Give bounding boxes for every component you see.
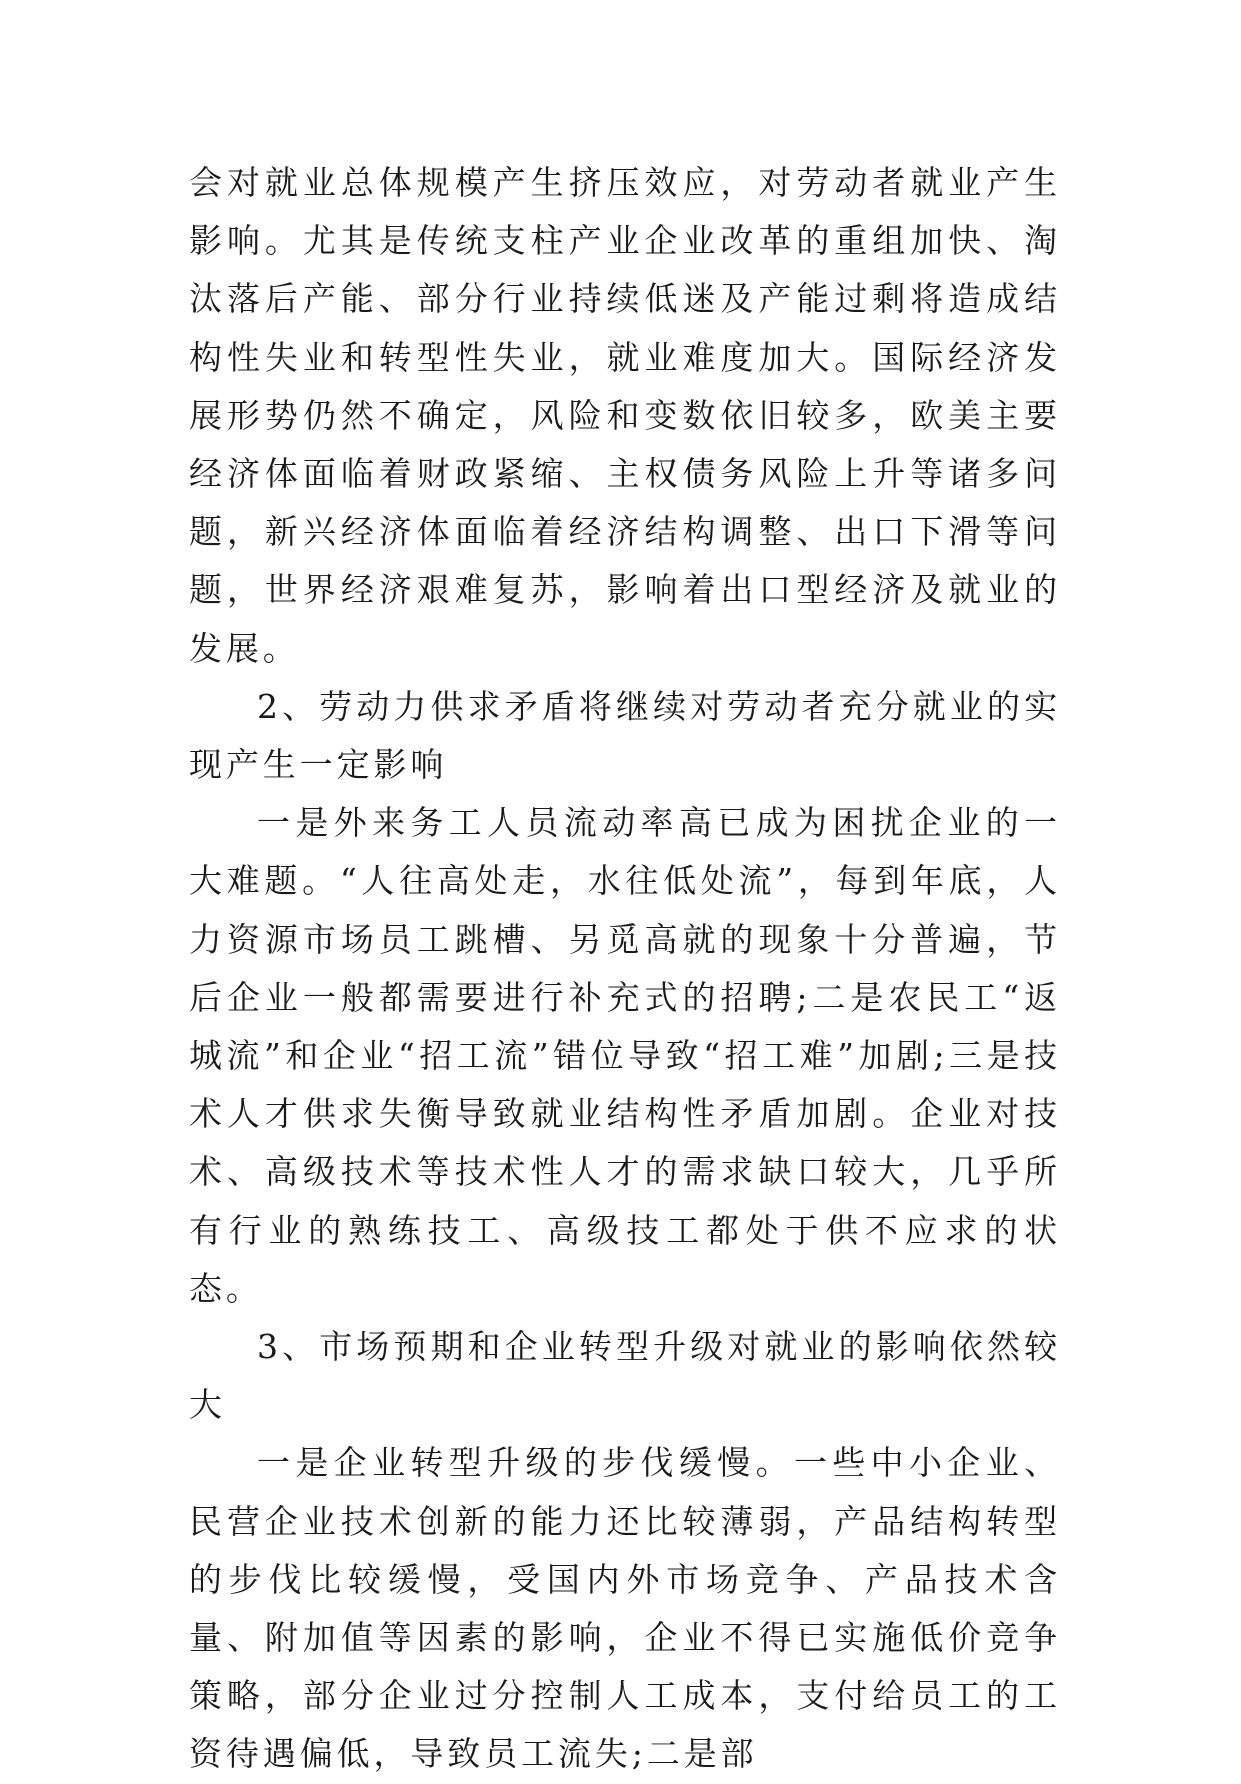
body-paragraph-3: 一是企业转型升级的步伐缓慢。一些中小企业、民营企业技术创新的能力还比较薄弱，产品结构转型的步伐比较缓慢，受国内外市场竞争、产品技术含量、附加值等因素的影响，企业不得已实施低价竞争策略，部分企业过分控制人工成本，支付给员工的工资待遇偏低，导致员工流失;二是部: [189, 1443, 1061, 1774]
section-heading-3: 3、市场预期和企业转型升级对就业的影响依然较大: [189, 1327, 1061, 1425]
body-paragraph-2: 一是外来务工人员流动率高已成为困扰企业的一大难题。“人往高处走，水往低处流”，每到年底，人力资源市场员工跳槽、另觅高就的现象十分普遍，节后企业一般都需要进行补充式的招聘;二是农民工“返城流”和企业“招工流”错位导致“招工难”加剧;三是技术人才供求失衡导致就业结构性矛盾加剧。企业对技术、高级技术等技术性人才的需求缺口较大，几乎所有行业的熟练技工、高级技工都处于供不应求的状态。: [189, 803, 1061, 1308]
body-paragraph-1: 会对就业总体规模产生挤压效应，对劳动者就业产生影响。尤其是传统支柱产业企业改革的重组加快、淘汰落后产能、部分行业持续低迷及产能过剩将造成结构性失业和转型性失业，就业难度加大。国际经济发展形势仍然不确定，风险和变数依旧较多，欧美主要经济体面临着财政紧缩、主权债务风险上升等诸多问题，新兴经济体面临着经济结构调整、出口下滑等问题，世界经济艰难复苏，影响着出口型经济及就业的发展。: [189, 163, 1061, 668]
document-body: [189, 154, 1061, 1784]
section-heading-2: 2、劳动力供求矛盾将继续对劳动者充分就业的实现产生一定影响: [189, 686, 1061, 785]
